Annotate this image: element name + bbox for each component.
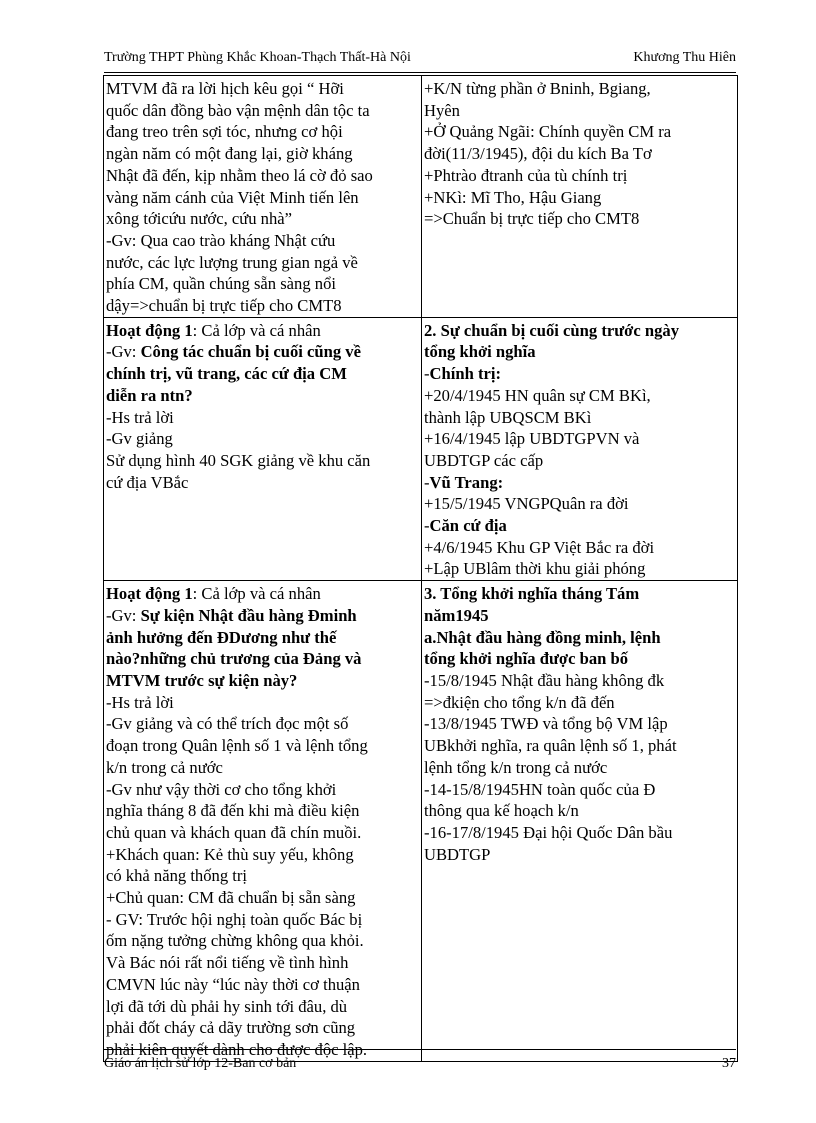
text-line: tổng khởi nghĩa được ban bố xyxy=(424,649,629,669)
lesson-table xyxy=(103,75,738,1062)
activity-cell xyxy=(104,317,422,580)
text-line: -13/8/1945 TWĐ và tổng bộ VM lập xyxy=(424,714,668,734)
header-rule xyxy=(104,72,736,73)
text-line: phải kiên quyết dành cho được độc lập. xyxy=(106,1039,368,1059)
text-line: quốc dân đồng bào vận mệnh dân tộc ta xyxy=(106,100,370,120)
footer-subject: Giáo án lịch sử lớp 12-Ban cơ bản xyxy=(104,1056,297,1071)
text-line: -Gv: Qua cao trào kháng Nhật cứu xyxy=(106,230,336,250)
text-line: đoạn trong Quân lệnh số 1 và lệnh tổng xyxy=(106,736,368,756)
text-line: Nhật đã đến, kịp nhằm theo lá cờ đỏ sao xyxy=(106,165,373,185)
text-line: -Gv như vậy thời cơ cho tổng khởi xyxy=(106,779,337,799)
text-line: ốm nặng tưởng chừng không qua khỏi. xyxy=(106,931,364,951)
text-line: -Vũ Trang: xyxy=(424,472,504,492)
table-row xyxy=(104,317,738,580)
text-line: +Ở Quảng Ngãi: Chính quyền CM ra xyxy=(424,122,672,142)
text-line: năm1945 xyxy=(424,605,489,625)
text-line: +Khách quan: Kẻ thù suy yếu, không xyxy=(106,844,354,864)
page-header xyxy=(104,48,736,70)
header-author: Khương Thu Hiên xyxy=(633,50,736,65)
text-line: phía CM, quần chúng sẵn sàng nổi xyxy=(106,274,336,294)
text-line: -Căn cứ địa xyxy=(424,516,507,536)
text-line: Hyên xyxy=(424,100,460,120)
text-line: chủ quan và khách quan đã chín muồi. xyxy=(106,822,362,842)
text-line: - GV: Trước hội nghị toàn quốc Bác bị xyxy=(106,909,363,929)
text-line: thành lập UBQSCM BKì xyxy=(424,407,592,427)
text-line: -15/8/1945 Nhật đầu hàng không đk xyxy=(424,670,665,690)
text-line: ngàn năm có một đang lại, giờ kháng xyxy=(106,144,353,164)
text-line: xông tớicứu nước, cứu nhà” xyxy=(106,209,292,229)
text-line: 3. Tổng khởi nghĩa tháng Tám xyxy=(424,584,640,604)
text-line: nghĩa tháng 8 đã đến khi mà điều kiện xyxy=(106,801,360,821)
text-line: -Chính trị: xyxy=(424,364,501,384)
text-line: -Gv giảng xyxy=(106,429,173,449)
text-line: k/n trong cả nước xyxy=(106,757,223,777)
text-line: +4/6/1945 Khu GP Việt Bắc ra đời xyxy=(424,537,655,557)
content-cell xyxy=(422,581,738,1061)
text-line: chính trị, vũ trang, các cứ địa CM xyxy=(106,364,347,384)
text-line: lệnh tổng k/n trong cả nước xyxy=(424,757,608,777)
text-line: +K/N từng phần ở Bninh, Bgiang, xyxy=(424,79,651,98)
text-line: -Gv: Sự kiện Nhật đầu hàng Đminh xyxy=(106,605,357,625)
page-number: 37 xyxy=(722,1056,736,1071)
text-line: dậy=>chuẩn bị trực tiếp cho CMT8 xyxy=(106,296,342,316)
text-line: vàng năm cánh của Việt Minh tiến lên xyxy=(106,187,359,207)
text-line: -Hs trả lời xyxy=(106,692,174,712)
text-line: +16/4/1945 lập UBDTGPVN và xyxy=(424,429,640,449)
text-line: =>đkiện cho tổng k/n đã đến xyxy=(424,692,615,712)
text-line: ảnh hưởng đến ĐDương như thế xyxy=(106,627,337,647)
content-cell xyxy=(422,317,738,580)
text-line: Sử dụng hình 40 SGK giảng về khu căn xyxy=(106,450,371,470)
text-line: cứ địa VBắc xyxy=(106,472,189,492)
text-line: phải đốt cháy cả dãy trường sơn cũng xyxy=(106,1018,356,1038)
table-row xyxy=(104,581,738,1061)
text-line: diễn ra ntn? xyxy=(106,385,193,405)
text-line: đang treo trên sợi tóc, nhưng cơ hội xyxy=(106,122,343,142)
text-line: -Gv: Công tác chuẩn bị cuối cũng về xyxy=(106,342,361,362)
text-line: MTVM đã ra lời hịch kêu gọi “ Hỡi xyxy=(106,79,344,98)
text-line: +20/4/1945 HN quân sự CM BKì, xyxy=(424,385,651,405)
text-line: +Phtrào đtranh của tù chính trị xyxy=(424,165,628,185)
text-line: tổng khởi nghĩa xyxy=(424,342,536,362)
text-line: lợi đã tới dù phải hy sinh tới đâu, dù xyxy=(106,996,348,1016)
text-line: =>Chuẩn bị trực tiếp cho CMT8 xyxy=(424,209,640,229)
footer-rule xyxy=(104,1049,736,1050)
text-line: Và Bác nói rất nổi tiếng về tình hình xyxy=(106,953,349,973)
text-line: +Chủ quan: CM đã chuẩn bị sẵn sàng xyxy=(106,888,356,908)
text-line: nào?những chủ trương của Đảng và xyxy=(106,649,362,669)
text-line: +NKì: Mĩ Tho, Hậu Giang xyxy=(424,187,602,207)
activity-cell xyxy=(104,76,422,318)
text-line: +15/5/1945 VNGPQuân ra đời xyxy=(424,494,629,514)
text-line: UBkhởi nghĩa, ra quân lệnh số 1, phát xyxy=(424,736,677,756)
text-line: Hoạt động 1: Cả lớp và cá nhân xyxy=(106,320,321,340)
text-line: a.Nhật đầu hàng đồng minh, lệnh xyxy=(424,627,661,647)
content-cell xyxy=(422,76,738,318)
text-line: CMVN lúc này “lúc này thời cơ thuận xyxy=(106,974,360,994)
text-line: có khả năng thống trị xyxy=(106,866,248,886)
header-school: Trường THPT Phùng Khắc Khoan-Thạch Thất-Hà Nội xyxy=(104,50,411,65)
text-line: UBDTGP các cấp xyxy=(424,450,544,470)
text-line: nước, các lực lượng trung gian ngả về xyxy=(106,252,358,272)
text-line: -16-17/8/1945 Đại hội Quốc Dân bầu xyxy=(424,822,673,842)
text-line: UBDTGP xyxy=(424,844,491,864)
text-line: -14-15/8/1945HN toàn quốc của Đ xyxy=(424,779,656,799)
text-line: -Gv giảng và có thể trích đọc một số xyxy=(106,714,349,734)
text-line: MTVM trước sự kiện này? xyxy=(106,670,298,690)
activity-cell xyxy=(104,581,422,1061)
text-line: thông qua kế hoạch k/n xyxy=(424,801,579,821)
text-line: +Lập UBlâm thời khu giải phóng xyxy=(424,559,646,579)
table-row xyxy=(104,76,738,318)
text-line: -Hs trả lời xyxy=(106,407,174,427)
text-line: Hoạt động 1: Cả lớp và cá nhân xyxy=(106,584,321,604)
text-line: đời(11/3/1945), đội du kích Ba Tơ xyxy=(424,144,652,164)
text-line: 2. Sự chuẩn bị cuối cùng trước ngày xyxy=(424,320,679,340)
